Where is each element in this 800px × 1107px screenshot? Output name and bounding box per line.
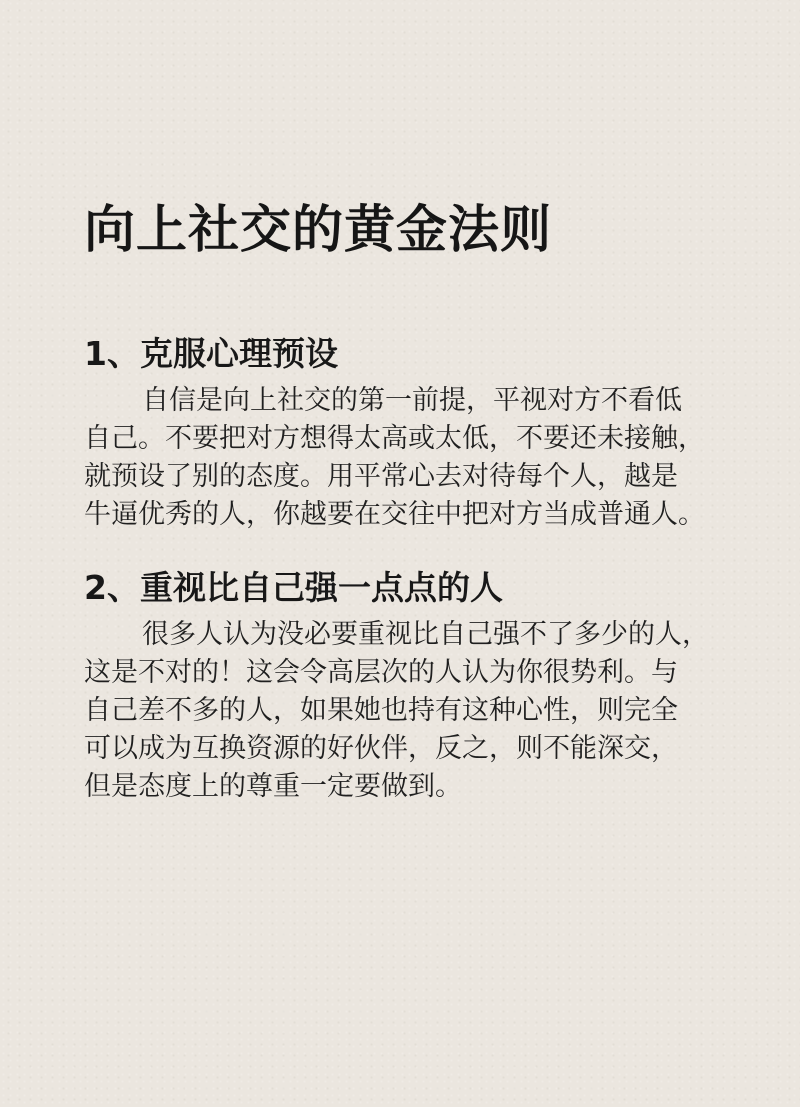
- paragraph-line: 可以成为互换资源的好伙伴，反之，则不能深交，: [84, 733, 678, 764]
- paragraph-line: 自己。不要把对方想得太高或太低，不要还未接触，: [84, 423, 705, 454]
- paragraph-line: 牛逼优秀的人，你越要在交往中把对方当成普通人。: [84, 499, 705, 530]
- section-paragraph: [84, 616, 724, 806]
- paragraph-line: 这是不对的！这会令高层次的人认为你很势利。与: [84, 657, 678, 688]
- section-heading: 2、重视比自己强一点点的人: [84, 568, 503, 607]
- page-title: 向上社交的黄金法则: [84, 201, 553, 260]
- paragraph-line: 很多人认为没必要重视比自己强不了多少的人，: [142, 619, 709, 650]
- section-overcome-presets: [84, 332, 724, 534]
- paragraph-line: 就预设了别的态度。用平常心去对待每个人，越是: [84, 461, 678, 492]
- paragraph-line: 自己差不多的人，如果她也持有这种心性，则完全: [84, 695, 678, 726]
- section-value-slightly-stronger: [84, 566, 724, 806]
- paragraph-line: 但是态度上的尊重一定要做到。: [84, 771, 462, 802]
- section-paragraph: [84, 382, 724, 534]
- paragraph-line: 自信是向上社交的第一前提，平视对方不看低: [142, 385, 682, 416]
- section-heading: 1、克服心理预设: [84, 334, 338, 373]
